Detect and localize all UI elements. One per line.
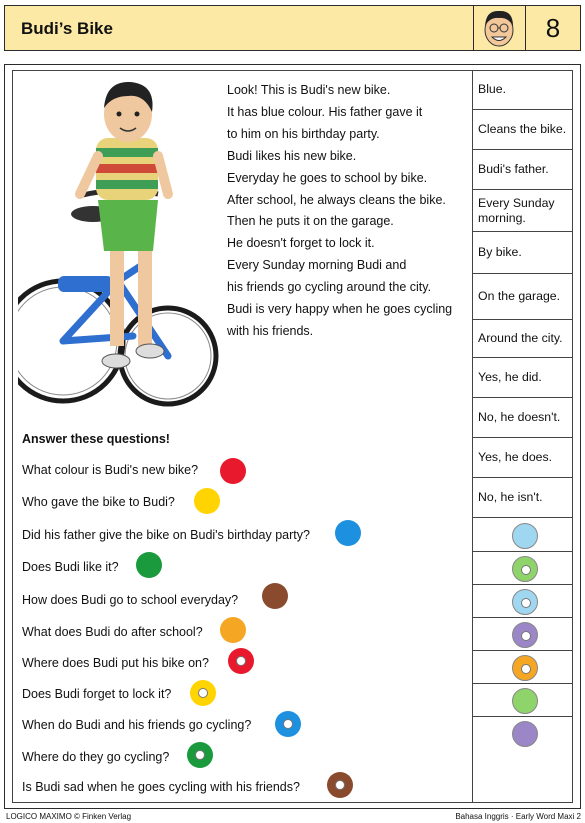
page-number: 8: [525, 6, 580, 50]
question-text: Who gave the bike to Budi?: [22, 495, 175, 509]
page-title: Budi’s Bike: [21, 19, 113, 38]
question-color-dot-icon[interactable]: [194, 488, 220, 514]
answer-card[interactable]: On the garage.: [473, 274, 573, 320]
answer-card[interactable]: Yes, he does.: [473, 438, 573, 478]
question-color-ring-icon[interactable]: [228, 648, 254, 674]
answer-card[interactable]: By bike.: [473, 232, 573, 274]
color-dot-icon: [512, 523, 538, 549]
question-text: What does Budi do after school?: [22, 625, 203, 639]
question-color-dot-icon[interactable]: [335, 520, 361, 546]
answer-card[interactable]: No, he isn't.: [473, 478, 573, 518]
answer-slot[interactable]: [473, 585, 573, 618]
question-color-ring-icon[interactable]: [327, 772, 353, 798]
answer-card[interactable]: Budi's father.: [473, 150, 573, 190]
color-ring-icon: [512, 622, 538, 648]
answer-slot[interactable]: [473, 552, 573, 585]
boy-on-bike-illustration: [18, 76, 223, 421]
answer-card[interactable]: Every Sunday morning.: [473, 190, 573, 232]
answer-card[interactable]: Blue.: [473, 70, 573, 110]
question-text: Does Budi like it?: [22, 560, 119, 574]
question-color-dot-icon[interactable]: [262, 583, 288, 609]
question-color-ring-icon[interactable]: [275, 711, 301, 737]
story-line: Every Sunday morning Budi and: [227, 258, 407, 273]
question-color-dot-icon[interactable]: [220, 458, 246, 484]
story-line: It has blue colour. His father gave it: [227, 104, 423, 119]
face-icon-box: [473, 6, 525, 50]
color-dot-icon: [512, 721, 538, 747]
question-text: Where does Budi put his bike on?: [22, 656, 209, 670]
story-line: After school, he always cleans the bike.: [227, 192, 446, 207]
story-line: with his friends.: [227, 323, 314, 338]
question-text: How does Budi go to school everyday?: [22, 593, 239, 607]
color-dot-icon: [512, 688, 538, 714]
question-text: Where do they go cycling?: [22, 750, 170, 764]
story-line: Budi is very happy when he goes cycling: [227, 302, 453, 317]
question-color-ring-icon[interactable]: [190, 680, 216, 706]
answer-card[interactable]: Around the city.: [473, 320, 573, 358]
story-line: He doesn't forget to lock it.: [227, 236, 375, 251]
answer-slot[interactable]: [473, 684, 573, 717]
question-text: Is Budi sad when he goes cycling with his friends?: [22, 780, 300, 794]
question-color-dot-icon[interactable]: [136, 552, 162, 578]
footer-series: Bahasa Inggris · Early Word Maxi 2: [455, 812, 581, 821]
question-text: Does Budi forget to lock it?: [22, 687, 172, 701]
color-ring-icon: [512, 655, 538, 681]
story-line: Look! This is Budi's new bike.: [227, 83, 391, 97]
answer-card[interactable]: Cleans the bike.: [473, 110, 573, 150]
question-text: What colour is Budi's new bike?: [22, 463, 199, 477]
boy-face-icon: [474, 6, 524, 50]
color-ring-icon: [512, 556, 538, 582]
answer-slot[interactable]: [473, 651, 573, 684]
questions-heading: Answer these questions!: [22, 432, 170, 446]
story-line: his friends go cycling around the city.: [227, 280, 432, 295]
color-ring-icon: [512, 589, 538, 615]
question-text: When do Budi and his friends go cycling?: [22, 718, 252, 732]
story-line: Everyday he goes to school by bike.: [227, 170, 428, 185]
footer-publisher: LOGICO MAXIMO © Finken Verlag: [6, 812, 132, 821]
story-line: Then he puts it on the garage.: [227, 214, 394, 229]
answer-card[interactable]: Yes, he did.: [473, 358, 573, 398]
answer-card[interactable]: No, he doesn't.: [473, 398, 573, 438]
story-text: [227, 80, 472, 343]
answer-slot[interactable]: [473, 717, 573, 752]
page-header: [4, 5, 581, 51]
answer-slot[interactable]: [473, 618, 573, 651]
story-line: Budi likes his new bike.: [227, 148, 357, 163]
answer-slot[interactable]: [473, 519, 573, 552]
question-color-dot-icon[interactable]: [220, 617, 246, 643]
question-color-ring-icon[interactable]: [187, 742, 213, 768]
question-text: Did his father give the bike on Budi's birthday party?: [22, 528, 310, 542]
story-line: to him on his birthday party.: [227, 126, 380, 141]
